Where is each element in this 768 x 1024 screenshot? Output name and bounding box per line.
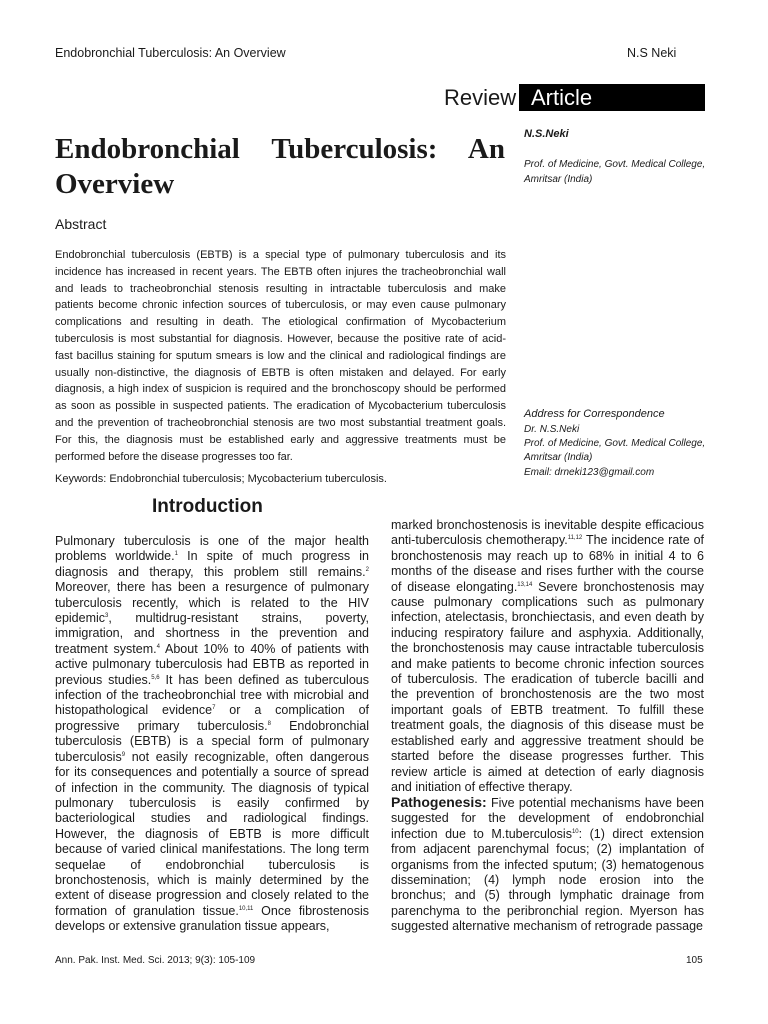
correspondence-heading: Address for Correspondence <box>524 408 665 420</box>
pathogenesis-heading: Pathogenesis: <box>391 794 487 810</box>
article-title-line-1: Endobronchial Tuberculosis: An <box>55 133 505 165</box>
correspondence-name: Dr. N.S.Neki <box>524 424 580 435</box>
keywords: Keywords: Endobronchial tuberculosis; Mycobacterium tuberculosis. <box>55 473 387 485</box>
review-label: Review <box>444 85 517 110</box>
author-name: N.S.Neki <box>524 128 569 140</box>
article-label: Article <box>519 84 705 111</box>
abstract-heading: Abstract <box>55 216 107 232</box>
article-title-line-2: Overview <box>55 168 175 200</box>
pathogenesis-paragraph: Pathogenesis: Five potential mechanisms have been suggested for the development of endobronchial infection due to M.tuberculosis$^{10}$: (1) direct extension from adjacent parenchymal focus; (2) implantation of organisms from the infected sputum; (3) hematogenous dissemination; (4) lymph node erosion into the bronchus; and (5) through lymphatic drainage from parenchyma to the peribronchial region. Myerson has suggested alternative mechanism of retrograde passage <box>391 794 704 934</box>
running-title: Endobronchial Tuberculosis: An Overview <box>55 46 286 60</box>
page-number: 105 <box>686 955 703 966</box>
correspondence-details <box>524 423 724 480</box>
abstract-body: Endobronchial tuberculosis (EBTB) is a special type of pulmonary tuberculosis and its incidence has increased in recent years. The EBTB often injures the tracheobronchial wall and leads to tracheobronchial stenosis resulting in intractable tuberculosis and make patients become chronic infection sources of tuberculosis, or may even cause pulmonary complications and resulting in death. The etiological confirmation of Mycobacterium tuberculosis is most substantial for diagnosis. However, because the positive rate of acid-fast bacillus staining for sputum smears is low and the clinical and radiological findings are usually non-distinctive, the diagnosis of EBTB is often mistaken and delayed. For early diagnosis, a high index of suspicion is required and the bronchoscopy should be performed as soon as possible in suspected patients. The eradication of Mycobacterium tuberculosis and the prevention of tracheobronchial stenosis are two most substantial treatment goals. For this, the diagnosis must be established early and aggressive treatments must be performed before the disease progresses too far. <box>55 249 506 463</box>
running-author: N.S Neki <box>627 46 677 60</box>
introduction-right-column: marked bronchostenosis is inevitable despite efficacious anti-tuberculosis chemotherapy.$^{11,12}$ The incidence rate of bronchostenosis may reach up to 68% in initial 4 to 6 months of the disease and rises further with the course of disease elongating.$^{13,14}$ Severe bronchostenosis may cause pulmonary complications such as pulmonary infection, atelectasis, bronchiectasis, and even death by inducing respiratory failure and asphyxia. Additionally, the bronchostenosis may cause intractable tuberculosis and make patients to become chronic infection sources of tuberculosis. The eradication of tubercle bacilli and the prevention of bronchostenosis are the two most important goals of EBTB treatment. To fulfill these treatment goals, the diagnosis of this disease must be established early and aggressive treatment should be started before the disease progresses further. This review article is aimed at detection of early diagnosis and initiation of effective therapy. <box>391 518 704 794</box>
introduction-heading: Introduction <box>152 496 263 517</box>
correspondence-affiliation: Prof. of Medicine, Govt. Medical College, Amritsar (India) <box>524 438 706 464</box>
introduction-left-column: Pulmonary tuberculosis is one of the major health problems worldwide.$^1$ In spite of much progress in diagnosis and therapy, this problem still remains.$^2$ Moreover, there has been a resurgence of pulmonary tuberculosis recently, which is related to the HIV epidemic$^3$, multidrug-resistant strains, poverty, immigration, and shortness in the prevention and treatment system.$^4$ About 10% to 40% of patients with active pulmonary tuberculosis had EBTB as reported in previous studies.$^{5,6}$ It has been defined as tuberculous infection of the tracheobronchial tree with microbial and histopathological evidence$^7$ or a complication of progressive primary tuberculosis.$^8$ Endobronchial tuberculosis (EBTB) is a special form of pulmonary tuberculosis$^9$ not easily recognizable, often dangerous for its consequences and potentially a source of spread of infection in the community. The diagnosis of typical pulmonary tuberculosis is easily confirmed by bacteriological studies and radiological findings. However, the diagnosis of EBTB is more difficult because of varied clinical manifestations. The long term sequelae of endobronchial tuberculosis is bronchostenosis, which is mainly determined by the extent of disease progression and closely related to the formation of granulation tissue.$^{10,11}$ Once fibrostenosis develops or extensive granulation tissue appears, <box>55 534 369 934</box>
correspondence-email: Email: drneki123@gmail.com <box>524 466 655 478</box>
footer-citation: Ann. Pak. Inst. Med. Sci. 2013; 9(3): 105-109 <box>55 955 256 966</box>
author-affiliation: Prof. of Medicine, Govt. Medical College, Amritsar (India) <box>524 159 706 185</box>
